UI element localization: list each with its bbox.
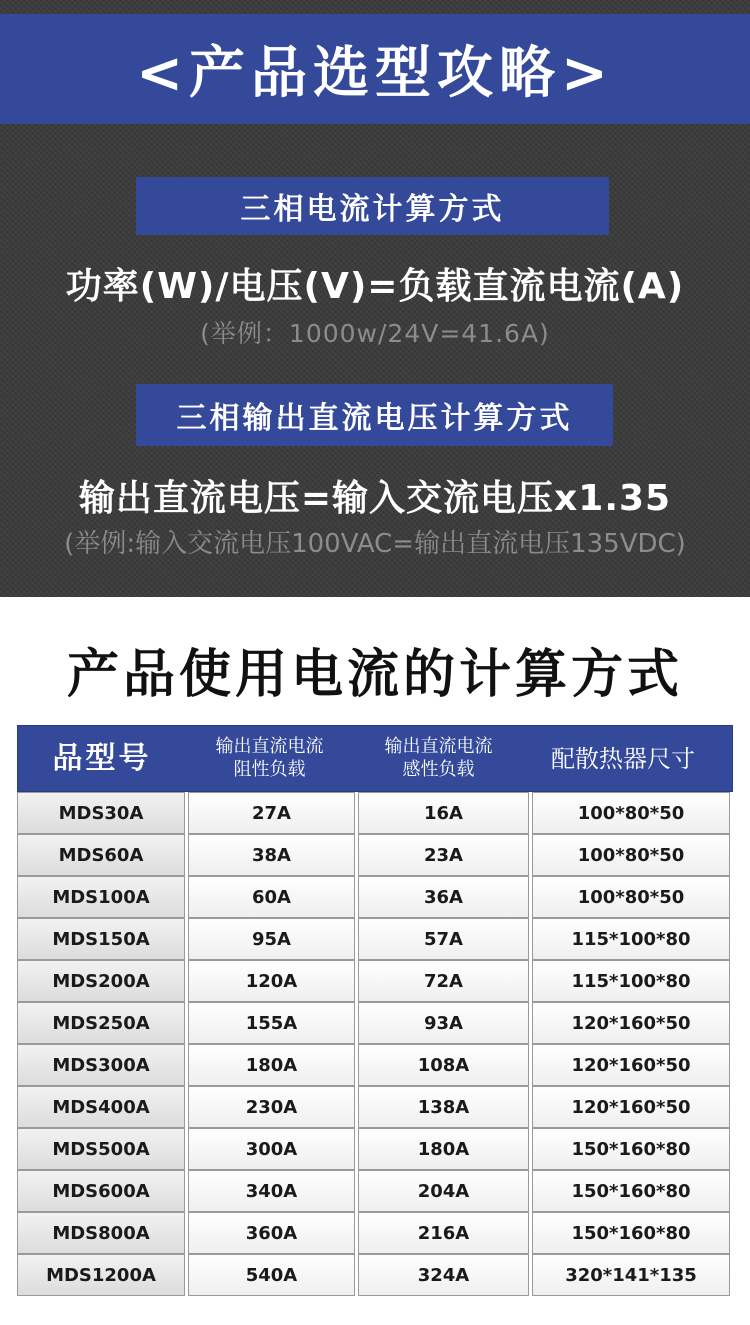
cell-resistive-current: 540A — [188, 1254, 355, 1296]
formula-voltage: 输出直流电压=输入交流电压x1.35 — [78, 478, 672, 519]
section-label-voltage: 三相输出直流电压计算方式 — [136, 384, 613, 446]
table-row — [17, 876, 733, 918]
table-row — [17, 1086, 733, 1128]
cell-heatsink-size: 100*80*50 — [532, 876, 730, 918]
cell-heatsink-size: 100*80*50 — [532, 792, 730, 834]
cell-model: MDS1200A — [17, 1254, 185, 1296]
table-body — [17, 792, 733, 1296]
cell-heatsink-size: 320*141*135 — [532, 1254, 730, 1296]
cell-inductive-current: 93A — [358, 1002, 529, 1044]
cell-heatsink-size: 120*160*50 — [532, 1086, 730, 1128]
cell-inductive-current: 138A — [358, 1086, 529, 1128]
cell-model: MDS250A — [17, 1002, 185, 1044]
header-inductive-line2: 感性负载 — [402, 758, 475, 780]
table-row — [17, 918, 733, 960]
table-row — [17, 1212, 733, 1254]
cell-model: MDS800A — [17, 1212, 185, 1254]
spec-table — [17, 725, 733, 1296]
cell-heatsink-size: 120*160*50 — [532, 1002, 730, 1044]
cell-resistive-current: 340A — [188, 1170, 355, 1212]
table-header-row — [17, 725, 733, 792]
cell-inductive-current: 216A — [358, 1212, 529, 1254]
cell-resistive-current: 360A — [188, 1212, 355, 1254]
header-heatsink — [524, 726, 722, 791]
section-label-current: 三相电流计算方式 — [136, 177, 609, 235]
cell-inductive-current: 324A — [358, 1254, 529, 1296]
cell-inductive-current: 23A — [358, 834, 529, 876]
formula-current: 功率(W)/电压(V)=负载直流电流(A) — [65, 266, 685, 307]
header-inductive-line1: 输出直流电流 — [384, 736, 493, 757]
header-model — [18, 726, 186, 791]
top-panel — [0, 0, 750, 597]
table-row — [17, 1044, 733, 1086]
header-model-label: 品型号 — [52, 740, 152, 776]
cell-resistive-current: 95A — [188, 918, 355, 960]
cell-resistive-current: 120A — [188, 960, 355, 1002]
cell-resistive-current: 60A — [188, 876, 355, 918]
table-heading: 产品使用电流的计算方式 — [66, 645, 683, 705]
cell-resistive-current: 38A — [188, 834, 355, 876]
header-heatsink-label: 配散热器尺寸 — [551, 744, 695, 773]
table-row — [17, 792, 733, 834]
cell-model: MDS200A — [17, 960, 185, 1002]
cell-model: MDS300A — [17, 1044, 185, 1086]
table-row — [17, 1170, 733, 1212]
table-row — [17, 1002, 733, 1044]
header-resistive-line1: 输出直流电流 — [215, 736, 324, 757]
cell-resistive-current: 300A — [188, 1128, 355, 1170]
cell-model: MDS60A — [17, 834, 185, 876]
cell-resistive-current: 180A — [188, 1044, 355, 1086]
table-row — [17, 834, 733, 876]
cell-model: MDS500A — [17, 1128, 185, 1170]
example-current: (举例：1000w/24V=41.6A) — [200, 319, 550, 348]
table-row — [17, 1254, 733, 1296]
cell-heatsink-size: 115*100*80 — [532, 918, 730, 960]
cell-inductive-current: 36A — [358, 876, 529, 918]
page-title: <产品选型攻略> — [0, 14, 750, 124]
cell-heatsink-size: 150*160*80 — [532, 1170, 730, 1212]
cell-resistive-current: 27A — [188, 792, 355, 834]
cell-inductive-current: 204A — [358, 1170, 529, 1212]
cell-inductive-current: 108A — [358, 1044, 529, 1086]
cell-model: MDS600A — [17, 1170, 185, 1212]
cell-heatsink-size: 100*80*50 — [532, 834, 730, 876]
cell-heatsink-size: 120*160*50 — [532, 1044, 730, 1086]
cell-model: MDS400A — [17, 1086, 185, 1128]
header-inductive — [353, 726, 524, 791]
cell-model: MDS150A — [17, 918, 185, 960]
table-row — [17, 1128, 733, 1170]
header-resistive-line2: 阻性负载 — [233, 758, 306, 780]
cell-heatsink-size: 150*160*80 — [532, 1212, 730, 1254]
cell-model: MDS100A — [17, 876, 185, 918]
cell-model: MDS30A — [17, 792, 185, 834]
cell-inductive-current: 72A — [358, 960, 529, 1002]
header-resistive — [186, 726, 353, 791]
cell-inductive-current: 16A — [358, 792, 529, 834]
cell-resistive-current: 230A — [188, 1086, 355, 1128]
cell-heatsink-size: 150*160*80 — [532, 1128, 730, 1170]
cell-inductive-current: 57A — [358, 918, 529, 960]
cell-inductive-current: 180A — [358, 1128, 529, 1170]
table-row — [17, 960, 733, 1002]
example-voltage: (举例:输入交流电压100VAC=输出直流电压135VDC) — [64, 529, 686, 559]
cell-heatsink-size: 115*100*80 — [532, 960, 730, 1002]
cell-resistive-current: 155A — [188, 1002, 355, 1044]
